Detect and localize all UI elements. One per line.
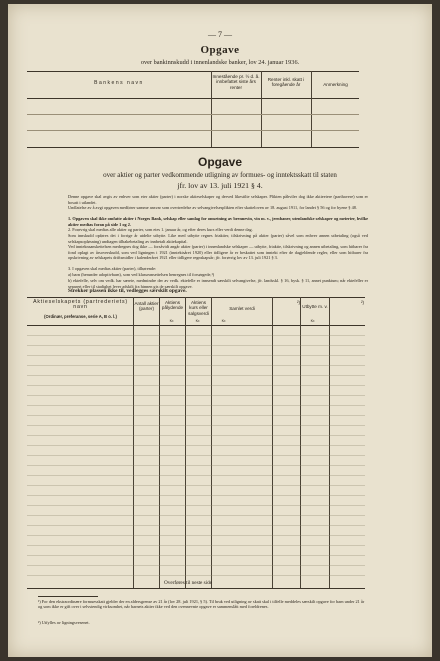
document-page [8, 4, 432, 657]
form2-subtitle-line1: over aktier og parter vedkommende utligning av formues- og inntektsskatt til staten [103, 171, 337, 179]
footnote-rule [38, 596, 98, 597]
form2-paragraph: 3. I opgaven skal medtas aktier (parter), tilhørende: [68, 266, 157, 271]
table2-header-rule [27, 325, 365, 326]
form1-row-line [27, 130, 359, 131]
table2-col-company: Aktieselskapets (partrederiets) navn [33, 299, 128, 311]
footnote-2: ²) Utfylles av ligningsvesenet. [38, 620, 90, 625]
form2-paragraph: 2. Forøvrig skal medtas alle aktier og parter, som eies 1. januar år, og efter deres kurs eller verdi denne dag. [68, 227, 253, 232]
table-row-line [27, 575, 365, 576]
form2-paragraph: 1. Opgaven skal ikke omfatte aktier i Norges Bank, selskap eller samlag for omsetning av brennevin, vin m. v., jernbaner, utenlandske selskaper og meierier, hvilke aktier medtas foran på side 1 og 2. [68, 216, 368, 227]
table-row-line [27, 565, 365, 566]
table2-carry-over: Overføres til neste side [164, 580, 212, 586]
table-row-line [27, 515, 365, 516]
table2-col-company-note: (Ordinær, preferanse, serie A, B o. l.) [44, 314, 117, 319]
form2-paragraph: Undlatelse av å avgi opgaven medfører samme ansvar som overtredelse av selvangivelsesplikten efter skatteloven av 18. august 1911, for landet § 56 og for byene § 48. [68, 205, 357, 210]
table-row-line [27, 505, 365, 506]
form1-col-bank-name: Bankens navn [94, 80, 144, 86]
form2-note-bold: Strekker plassen ikke til, vedlegges særskilt opgave. [68, 288, 187, 294]
table-row-line [27, 445, 365, 446]
table-row-line [27, 375, 365, 376]
form1-bottom-rule [27, 147, 359, 148]
form1-row-line [27, 114, 359, 115]
table-row-line [27, 545, 365, 546]
currency-mark: Kr. [221, 319, 227, 323]
page-number: — 7 — [208, 30, 232, 39]
table-row-line [27, 405, 365, 406]
form2-paragraph: a) barn (herunder adoptivbarn), som ved klasseansettelsen henregnes til forsørgede,¹) [68, 272, 215, 277]
table2-col-total: Samlet verdi [229, 306, 255, 311]
table-row-line [27, 365, 365, 366]
table2-col-note1: ²) [296, 300, 300, 305]
footnote-1: ¹) For den ekstraordinære formuesskatt gjelder der en aldersgrense av 21 år (lov 28. juli 1921, § 5). Til bruk ved utligning av skatt skal i tilfelle meddeles særskilt opgave for barn under 21 år og som ikke er gift over i selvstendig virksomhet, når barnets aktier ikke ved den ovennevnte opgave er sammenslått med foreldrenes. [38, 599, 365, 610]
table-row-line [27, 355, 365, 356]
form1-header-rule [27, 98, 359, 99]
form1-top-rule [27, 71, 359, 72]
table-row-line [27, 475, 365, 476]
currency-mark: Kr. [169, 319, 175, 323]
form1-title: Opgave [200, 44, 240, 56]
table-row-line [27, 435, 365, 436]
table-row-line [27, 485, 365, 486]
table-row-line [27, 555, 365, 556]
form2-paragraph: b) ektefelle, selv om vedk. har særeie, medmindre der av vedk. ektefelle er innsendt særskilt selvangivelse, jfr. landsskl. § 16, bysk. § 11, annet punktum; når ektefeller er separert eller til stadighet lever adskilt fra hinnen gis de særskilt opgave. [68, 278, 368, 289]
table-row-line [27, 395, 365, 396]
form2-paragraph: Denne opgave skal avgis av enhver som eier aktier (parter) i norske aktieselskaper og derved likestilte selskaper. Plikten påhviler dog ikke aktieeiere (parthavere) som er bosatt i utlandet. [68, 194, 368, 205]
table2-col-nominal: Aktiens pålydende [161, 300, 184, 311]
form1-col-interest: Renter inkl. skatt i foregående år [267, 77, 305, 88]
table-row-line [27, 385, 365, 386]
table-row-line [27, 415, 365, 416]
table-row-line [27, 335, 365, 336]
table2-col-count: Antall aktier (parter) [134, 301, 159, 312]
form2-title: Opgave [197, 155, 242, 169]
table2-col-note2: ²) [360, 300, 364, 305]
form2-paragraph: Som innskudd opføres det i forrige år utdelte utbytte. Like med utbytte regnes friaktier, tilskrivning på aktier (parter) såvel som enhver annen utbetaling (også ved selskapsopløsning) undtagen tilbakebetaling av innbetalt aktiekapital. [68, 233, 368, 244]
table-row-line [27, 525, 365, 526]
form1-col-balance: Innestående pr. ½ d. å. innbefattet siste års renter [212, 74, 260, 90]
table2-top-rule [27, 297, 365, 298]
form2-subtitle-line2: jfr. lov av 13. juli 1921 § 4. [177, 181, 263, 190]
table-row-line [27, 495, 365, 496]
table2-bottom-rule [27, 588, 365, 589]
table-row-line [27, 535, 365, 536]
table-row-line [27, 465, 365, 466]
form2-paragraph: Ved innteknsanskettelsen medregnes dog ikke — forsåvidt angår aktier (parter) i innenlandske selskaper — utbytte, friaktie, tilskrivning og annen utbetaling, som hitbarer fra fond oplagt av årsoverskudd, som ved ligningen i 1921 (inntektsåret 1920) eller tidligere år er beskattet som inntekt efter de dagjeldende regler, eller som hitbarer fra opskrivning av selskapets driftsmidler i kalenderåret 1921 eller tidligere regnskapsår; jfr. forøvrig lov av 13. juli 1921 § 3. [68, 244, 368, 260]
form1-subtitle: over bankinnskudd i innenlandske banker, lov 24. januar 1936. [140, 59, 300, 66]
table2-col-market: Aktiens kurs eller salgsverdi [188, 300, 209, 316]
form1-col-remarks: Anmerkning [323, 82, 348, 87]
table-row-line [27, 345, 365, 346]
table-row-line [27, 455, 365, 456]
table-row-line [27, 425, 365, 426]
table2-col-dividend: Utbytte m. v. [302, 304, 328, 309]
currency-mark: Kr. [310, 319, 316, 323]
currency-mark: Kr. [195, 319, 201, 323]
